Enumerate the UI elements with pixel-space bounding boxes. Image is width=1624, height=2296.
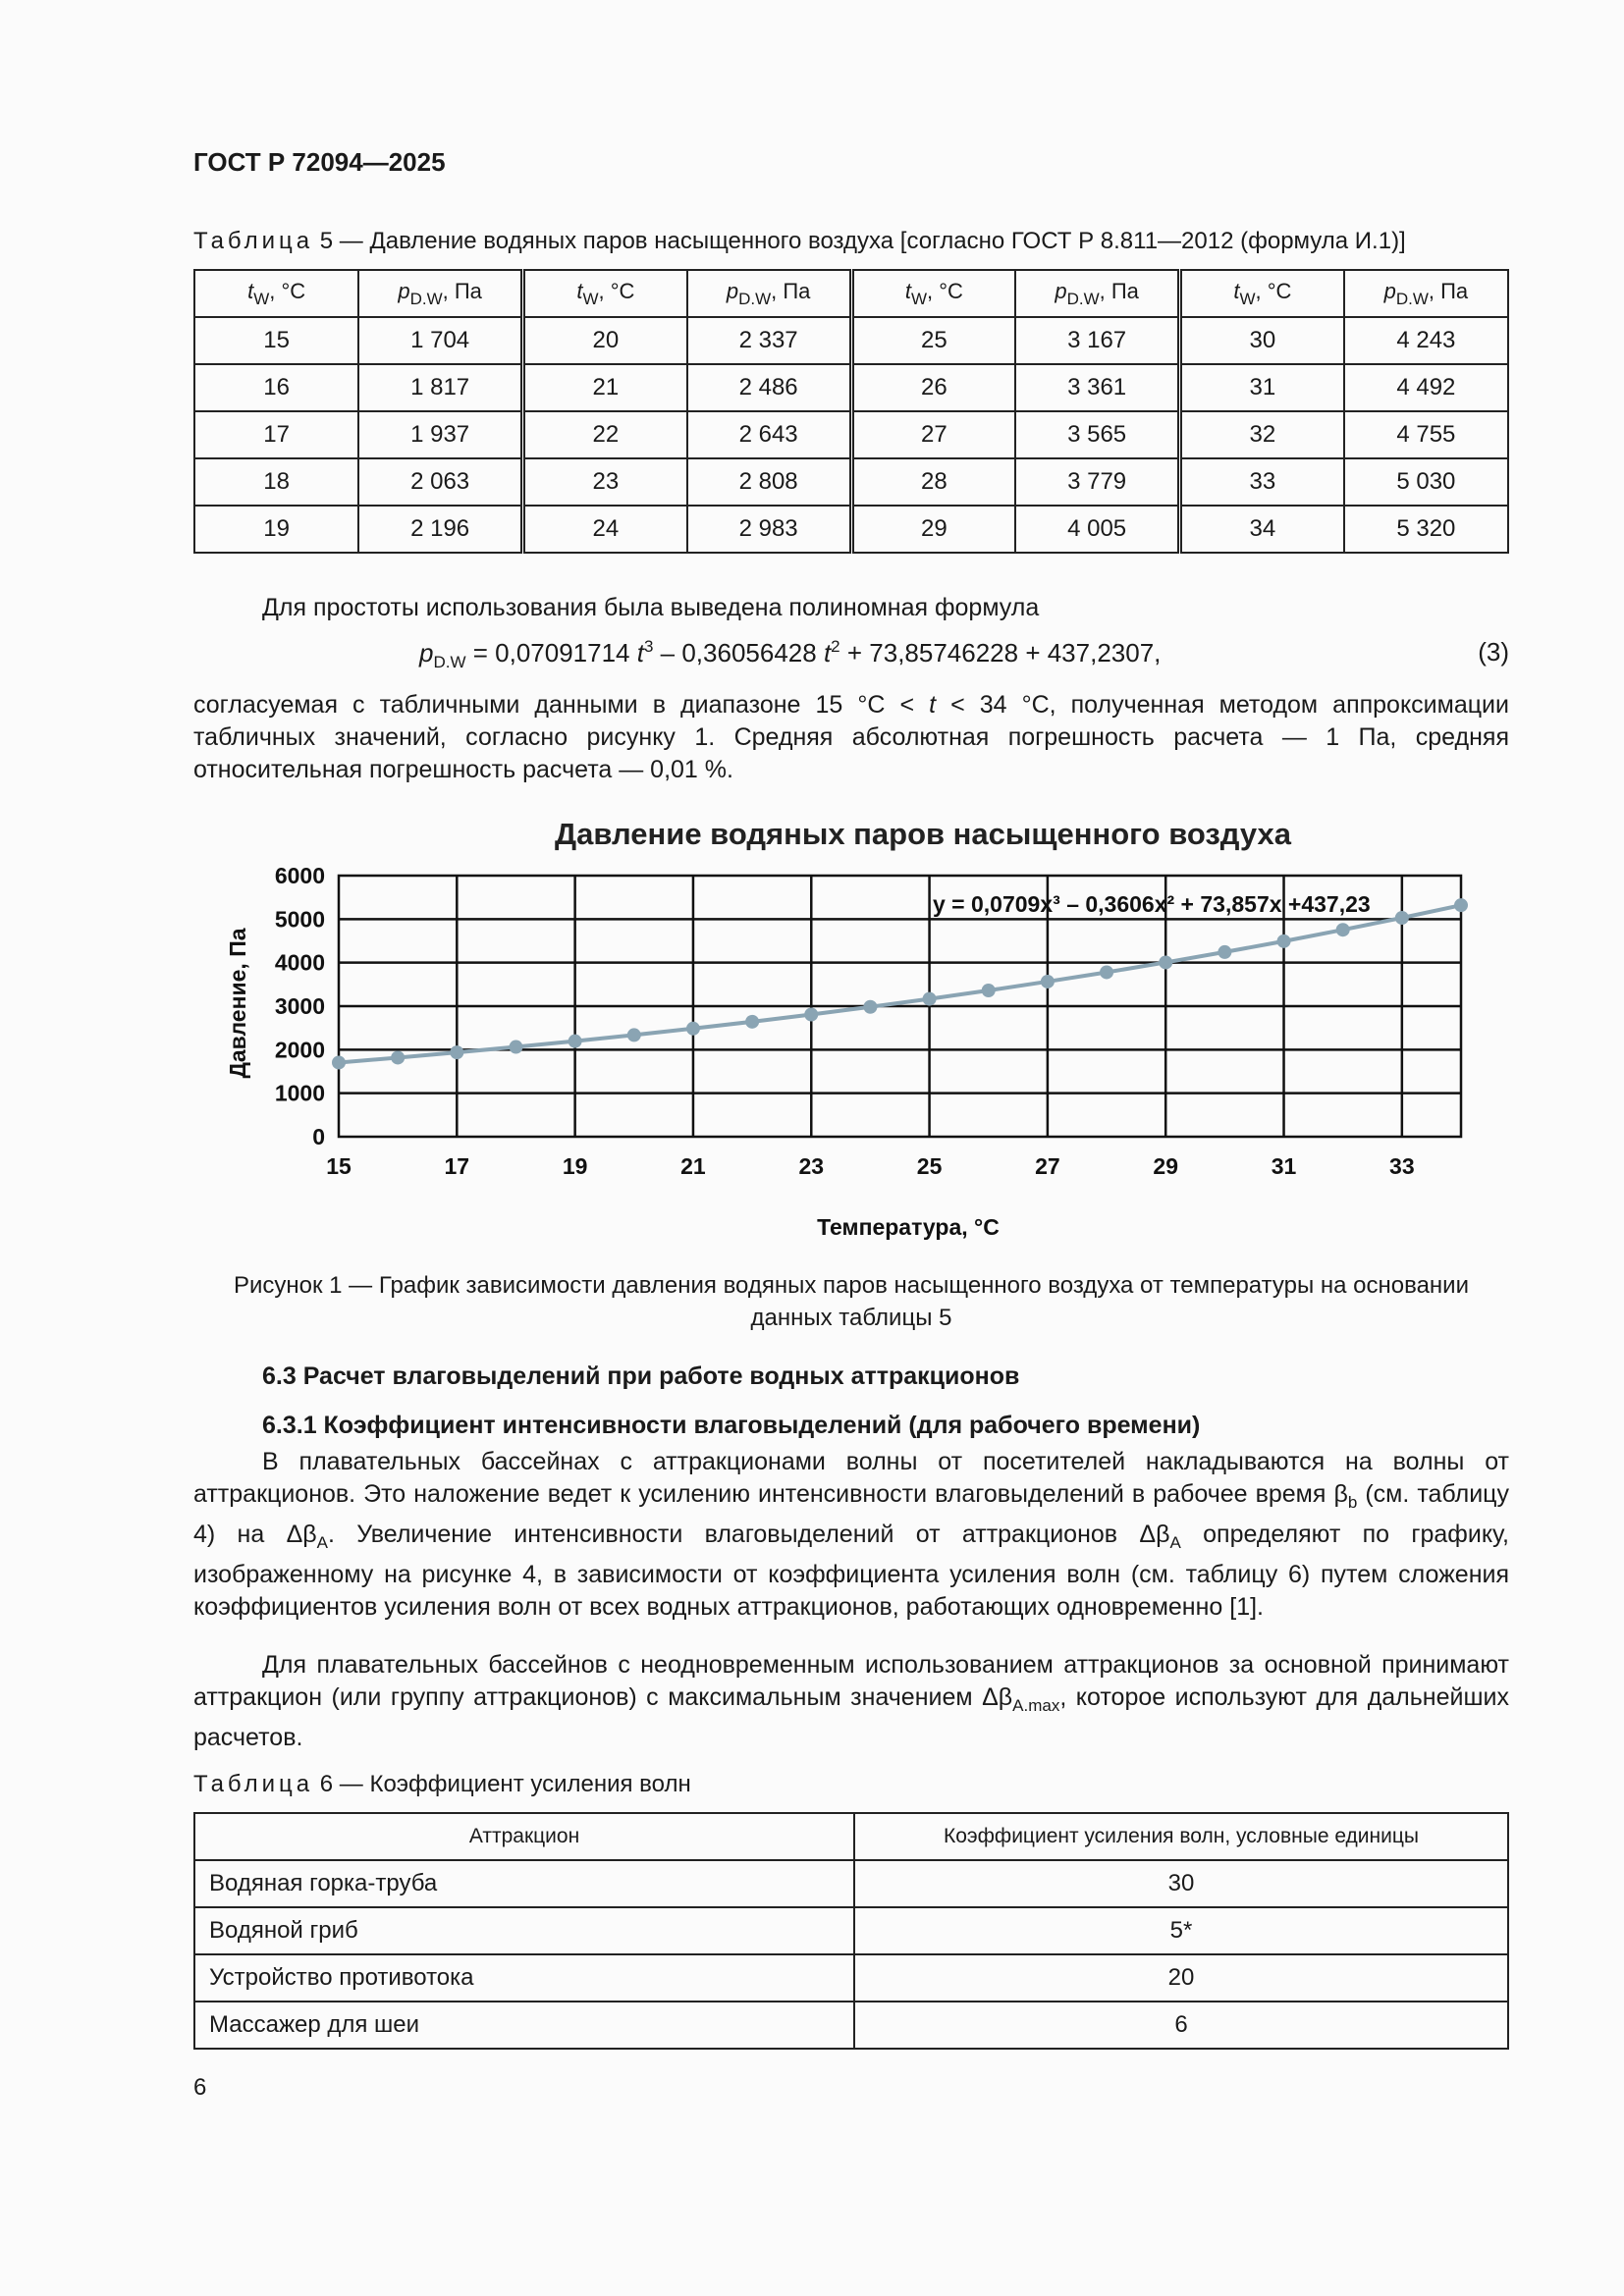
table6-cell-coefficient: 5* <box>854 1907 1508 1954</box>
x-tick-label: 21 <box>680 1153 706 1179</box>
table5-cell-pressure: 3 565 <box>1015 411 1179 458</box>
table5-cell-temperature: 31 <box>1180 364 1344 411</box>
table5-cell-temperature: 18 <box>194 458 358 506</box>
x-axis-label: Температура, °С <box>817 1214 1000 1240</box>
table5-cell-pressure: 2 643 <box>687 411 851 458</box>
table6-cell-coefficient: 20 <box>854 1954 1508 2002</box>
table6-header-row <box>194 1813 1508 1860</box>
data-point <box>391 1050 405 1064</box>
pressure-chart <box>216 807 1492 1258</box>
table6 <box>193 1812 1509 2050</box>
table6-cell-attraction: Массажер для шеи <box>194 2002 854 2049</box>
table5-col-pressure: $p_{D.W}$, Па <box>1015 270 1179 317</box>
table5-cell-pressure: 1 704 <box>358 317 522 364</box>
table5-cell-pressure: 2 808 <box>687 458 851 506</box>
x-tick-label: 15 <box>326 1153 352 1179</box>
x-tick-label: 19 <box>562 1153 588 1179</box>
table-row <box>194 506 1508 553</box>
data-point <box>1454 898 1468 912</box>
y-tick-label: 2000 <box>274 1037 325 1063</box>
table5-cell-temperature: 30 <box>1180 317 1344 364</box>
table5-col-temperature: $t_W$, °С <box>523 270 687 317</box>
table-row <box>194 317 1508 364</box>
x-tick-label: 17 <box>444 1153 470 1179</box>
data-point <box>923 992 937 1006</box>
table6-col-attraction: Аттракцион <box>194 1813 854 1860</box>
table6-body <box>194 1860 1508 2049</box>
x-tick-label: 27 <box>1035 1153 1060 1179</box>
y-tick-label: 0 <box>312 1124 325 1149</box>
data-point <box>982 984 996 997</box>
table5-cell-temperature: 17 <box>194 411 358 458</box>
trendline-equation: y = 0,0709x³ – 0,3606x² + 73,857x +437,23 <box>933 891 1371 917</box>
table5-cell-pressure: 4 243 <box>1344 317 1508 364</box>
table5-cell-pressure: 4 755 <box>1344 411 1508 458</box>
data-point <box>450 1045 463 1059</box>
data-point <box>1336 923 1350 936</box>
page-number: 6 <box>193 2074 207 2101</box>
table6-cell-attraction: Устройство противотока <box>194 1954 854 2002</box>
y-axis-label: Давление, Па <box>225 928 250 1079</box>
table5-cell-pressure: 1 817 <box>358 364 522 411</box>
data-point <box>1159 955 1172 969</box>
table5-cell-temperature: 22 <box>523 411 687 458</box>
formula-number: (3) <box>1478 637 1509 667</box>
table-row <box>194 1907 1508 1954</box>
x-tick-label: 29 <box>1153 1153 1179 1179</box>
table5-cell-pressure: 2 196 <box>358 506 522 553</box>
y-tick-label: 6000 <box>274 863 325 888</box>
table5-cell-temperature: 29 <box>851 506 1015 553</box>
table5-cell-temperature: 23 <box>523 458 687 506</box>
table5-cell-pressure: 5 320 <box>1344 506 1508 553</box>
table5-col-pressure: $p_{D.W}$, Па <box>1344 270 1508 317</box>
data-point <box>686 1022 700 1036</box>
figure-caption: Рисунок 1 — График зависимости давления водяных паров насыщенного воздуха от температуры на основании данных таблицы 5 <box>233 1272 1469 1331</box>
x-tick-label: 23 <box>798 1153 825 1179</box>
table5-cell-pressure: 2 983 <box>687 506 851 553</box>
table5-cell-pressure: 4 492 <box>1344 364 1508 411</box>
table6-col-coefficient: Коэффициент усиления волн, условные единицы <box>854 1813 1508 1860</box>
chart-title: Давление водяных паров насыщенного воздуха <box>555 817 1291 851</box>
table5-col-temperature: $t_W$, °С <box>1180 270 1344 317</box>
data-point <box>1100 965 1113 979</box>
table-row <box>194 1860 1508 1907</box>
table5-cell-pressure: 5 030 <box>1344 458 1508 506</box>
table5-caption: Таблица 5 — Давление водяных паров насыщенного воздуха [согласно ГОСТ Р 8.811—2012 (формула И.1)] <box>193 228 1406 254</box>
table5-cell-pressure: 2 063 <box>358 458 522 506</box>
table5 <box>193 269 1509 554</box>
data-point <box>1395 911 1409 925</box>
table5-cell-temperature: 24 <box>523 506 687 553</box>
y-tick-label: 5000 <box>274 906 325 933</box>
table5-col-pressure: $p_{D.W}$, Па <box>358 270 522 317</box>
paragraph-attractions: В плавательных бассейнах с аттракционами волны от посетителей накладываются на волны от аттракционов. Это наложение ведет к усилению интенсивности влаговыделений в рабочее время $\beta_b$ (см. таблицу 4) на $\Delta\beta_A$. Увеличение интенсивности влаговыделений от аттракционов $\Delta\beta_A$ определяют по графику, изображенному на рисунке 4, в зависимости от коэффициента усиления волн (см. таблицу 6) путем сложения коэффициентов усиления волн от всех водных аттракционов, работающих одновременно [1]. <box>193 1448 1509 1621</box>
table-row <box>194 411 1508 458</box>
table5-header-row <box>194 270 1508 317</box>
table-row <box>194 2002 1508 2049</box>
data-point <box>863 1000 877 1014</box>
table6-cell-coefficient: 6 <box>854 2002 1508 2049</box>
table5-col-temperature: $t_W$, °С <box>851 270 1015 317</box>
table5-cell-temperature: 26 <box>851 364 1015 411</box>
x-tick-label: 25 <box>916 1153 943 1179</box>
x-tick-label: 33 <box>1389 1153 1415 1179</box>
table5-col-temperature: $t_W$, °С <box>194 270 358 317</box>
table5-cell-temperature: 16 <box>194 364 358 411</box>
data-point <box>804 1008 818 1022</box>
table5-cell-temperature: 25 <box>851 317 1015 364</box>
table6-caption: Таблица 6 — Коэффициент усиления волн <box>193 1771 691 1797</box>
y-tick-label: 4000 <box>274 949 325 976</box>
table5-cell-temperature: 33 <box>1180 458 1344 506</box>
table5-col-pressure: $p_{D.W}$, Па <box>687 270 851 317</box>
subsection-heading: 6.3.1 Коэффициент интенсивности влаговыделений (для рабочего времени) <box>262 1412 1201 1439</box>
table-row <box>194 364 1508 411</box>
data-point <box>332 1055 346 1069</box>
table5-cell-pressure: 2 486 <box>687 364 851 411</box>
table-row <box>194 1954 1508 2002</box>
data-point <box>1218 945 1231 959</box>
table5-cell-pressure: 3 779 <box>1015 458 1179 506</box>
table5-cell-temperature: 28 <box>851 458 1015 506</box>
data-point <box>1277 934 1291 948</box>
table5-cell-pressure: 3 167 <box>1015 317 1179 364</box>
table5-cell-pressure: 4 005 <box>1015 506 1179 553</box>
table6-cell-attraction: Водяной гриб <box>194 1907 854 1954</box>
table5-cell-temperature: 20 <box>523 317 687 364</box>
formula-expression: $p_{D.W} = 0,07091714$ $t^3 - 0,36056428$ $t^2 + 73,85746228 + 437,2307$, <box>419 637 1162 671</box>
table5-cell-temperature: 21 <box>523 364 687 411</box>
table-row <box>194 458 1508 506</box>
table5-cell-temperature: 19 <box>194 506 358 553</box>
data-point <box>568 1035 582 1048</box>
intro-paragraph: Для простоты использования была выведена полиномная формула <box>262 594 1040 621</box>
data-point <box>1041 975 1055 988</box>
formula-3 <box>193 637 1509 669</box>
table5-body <box>194 317 1508 553</box>
y-tick-label: 3000 <box>274 993 325 1019</box>
y-tick-label: 1000 <box>274 1080 325 1106</box>
table6-cell-attraction: Водяная горка-труба <box>194 1860 854 1907</box>
table5-cell-pressure: 2 337 <box>687 317 851 364</box>
table5-cell-temperature: 34 <box>1180 506 1344 553</box>
paragraph-max: Для плавательных бассейнов с неодновременным использованием аттракционов за основной принимают аттракцион (или группу аттракционов) с максимальным значением $\Delta\beta_{A.max}$, которое используют для дальнейших расчетов. <box>193 1651 1509 1751</box>
table5-cell-pressure: 1 937 <box>358 411 522 458</box>
table5-cell-temperature: 32 <box>1180 411 1344 458</box>
data-point <box>627 1028 641 1041</box>
table6-cell-coefficient: 30 <box>854 1860 1508 1907</box>
document-header: ГОСТ Р 72094—2025 <box>193 147 446 177</box>
table5-cell-pressure: 3 361 <box>1015 364 1179 411</box>
x-tick-label: 31 <box>1271 1153 1297 1179</box>
data-point <box>509 1041 522 1054</box>
data-point <box>745 1015 759 1029</box>
section-heading: 6.3 Расчет влаговыделений при работе водных аттракционов <box>262 1362 1020 1390</box>
table5-cell-temperature: 15 <box>194 317 358 364</box>
table5-cell-temperature: 27 <box>851 411 1015 458</box>
paragraph-range: согласуемая с табличными данными в диапазоне 15 °С < t < 34 °С, полученная методом аппроксимации табличных значений, согласно рисунку 1. Средняя абсолютная погрешность расчета — 1 Па, средняя относительная погрешность расчета — 0,01 %. <box>193 691 1509 783</box>
